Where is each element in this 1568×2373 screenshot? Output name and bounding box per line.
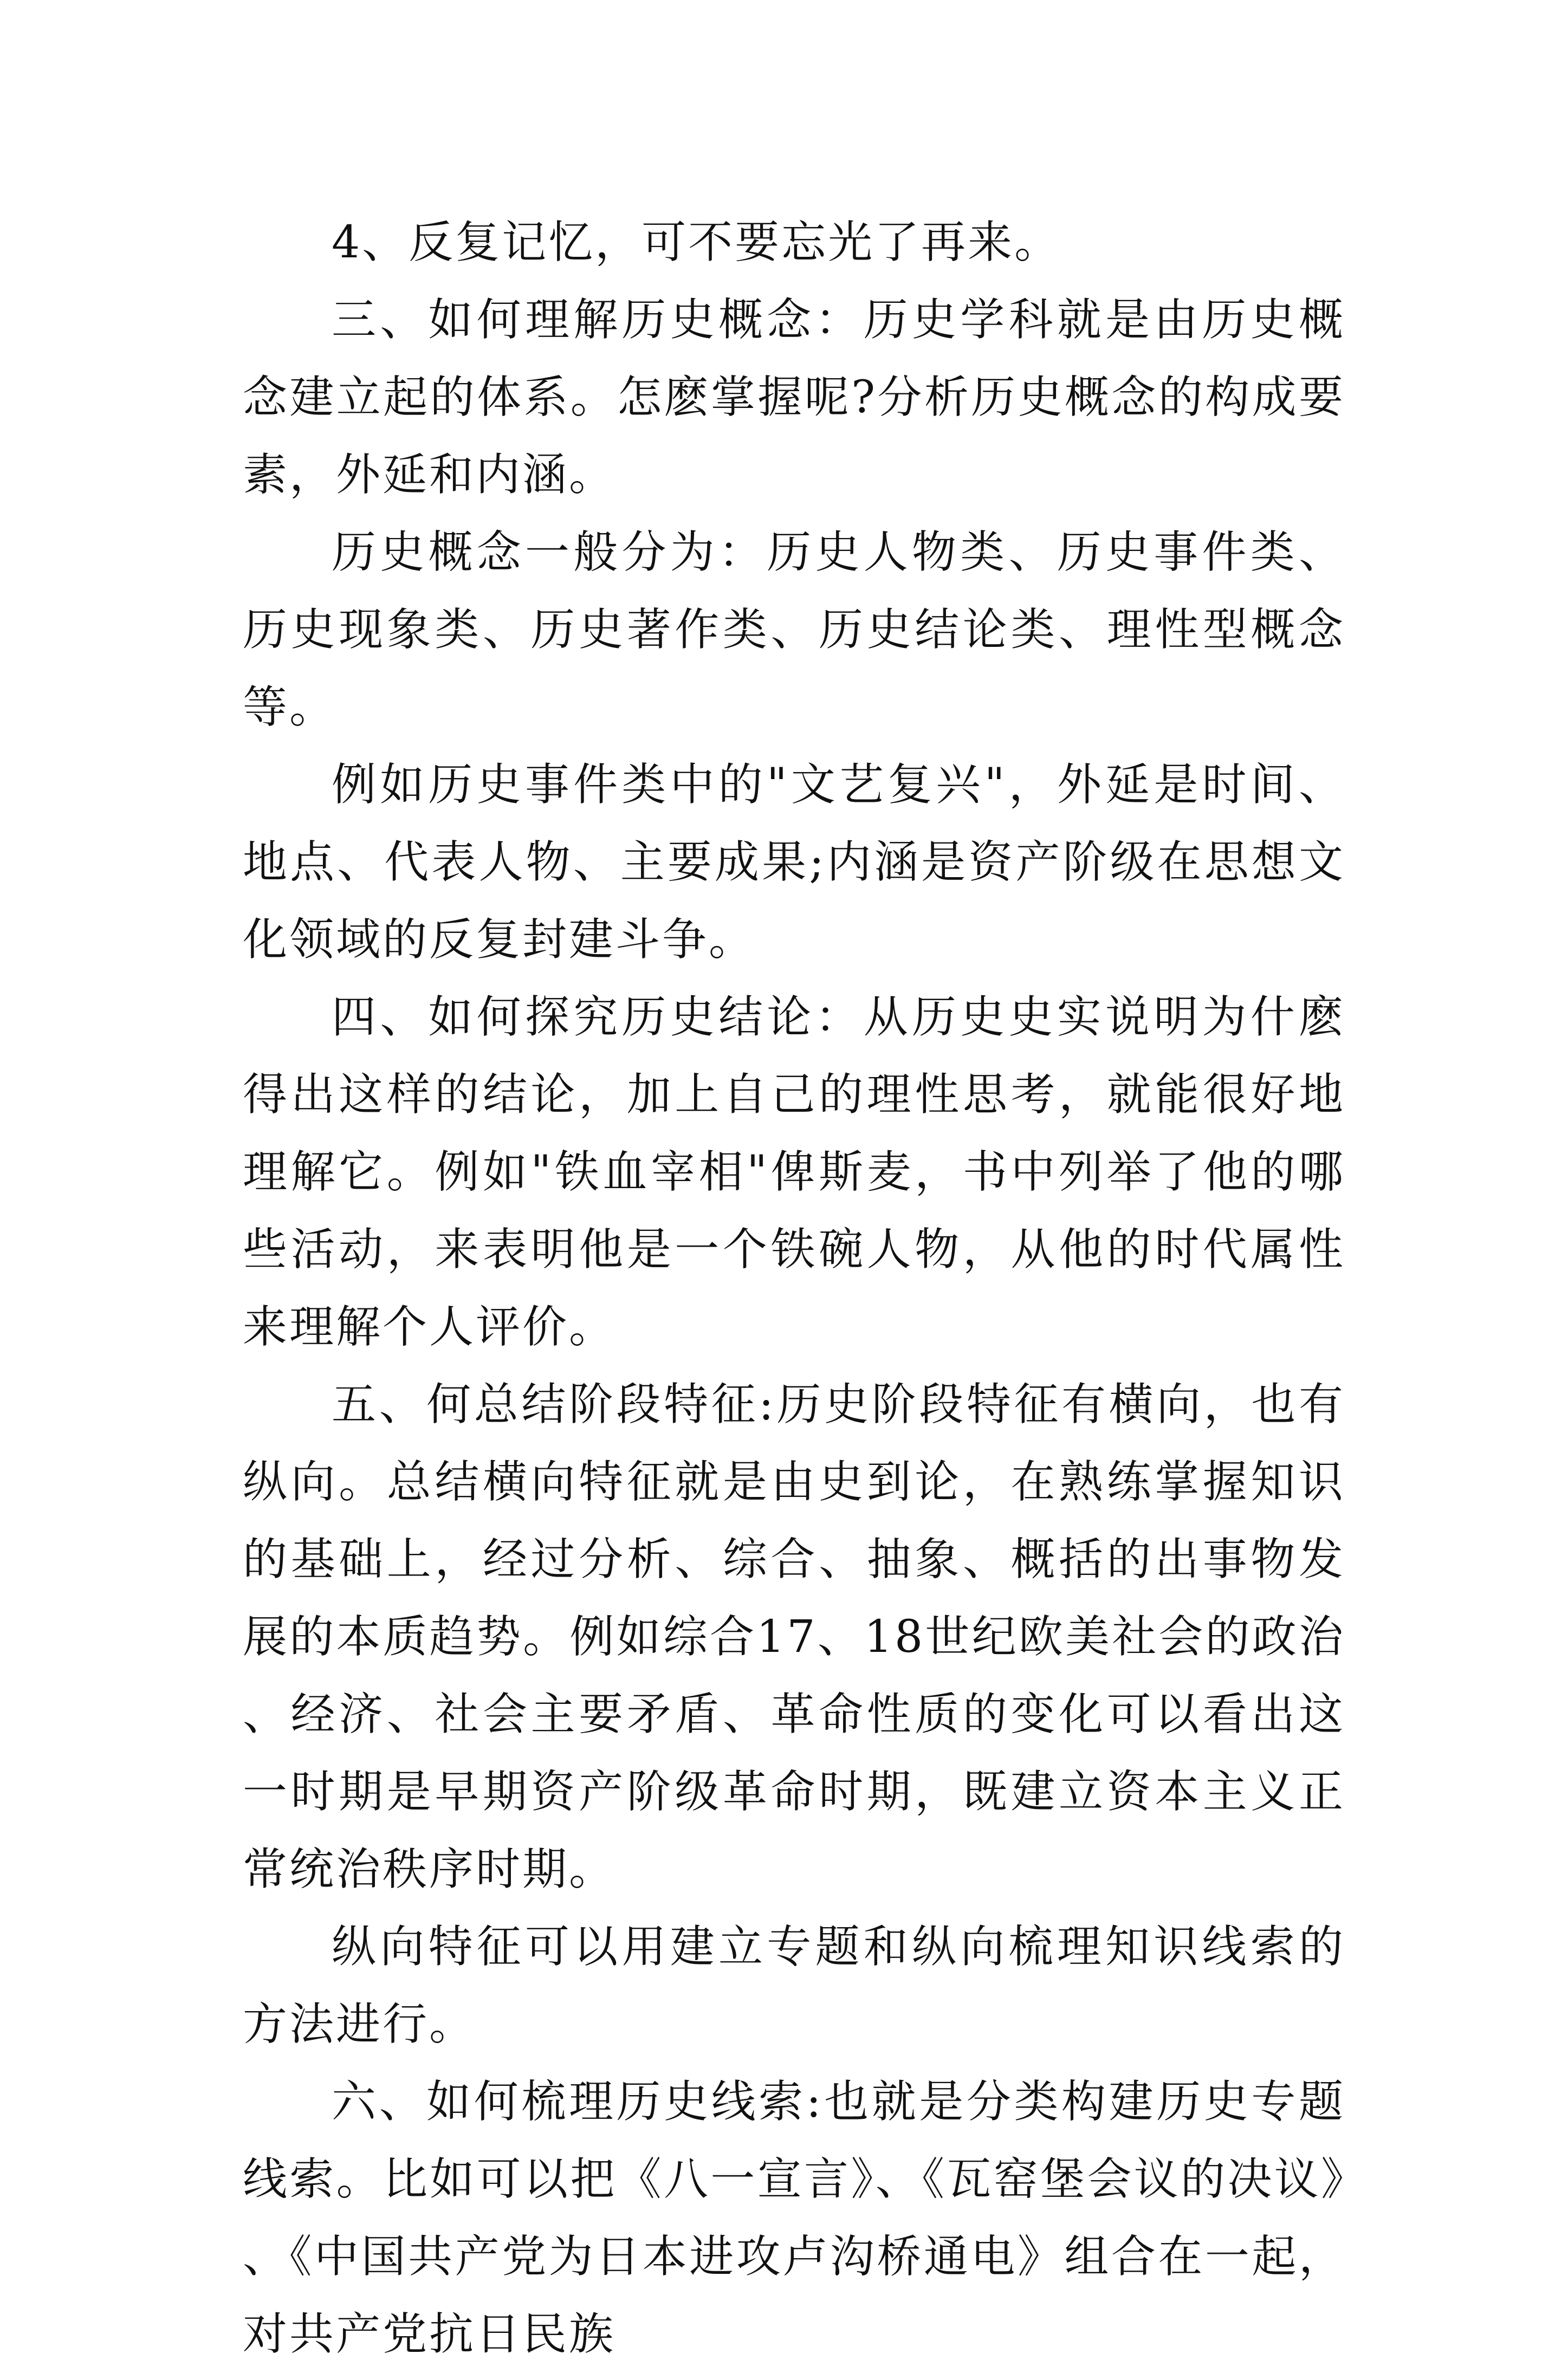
paragraph-renaissance-example: 例如历史事件类中的"文艺复兴"，外延是时间、地点、代表人物、主要成果;内涵是资产阶级在思想文化领域的反复封建斗争。 (243, 759, 1345, 965)
paragraph-section-three: 三、如何理解历史概念：历史学科就是由历史概念建立起的体系。怎麽掌握呢?分析历史概念的构成要素，外延和内涵。 (243, 294, 1345, 501)
paragraph-section-six: 六、如何梳理历史线索:也就是分类构建历史专题线索。比如可以把《八一宣言》、《瓦窑堡会议的决议》、《中国共产党为日本进攻卢沟桥通电》组合在一起，对共产党抗日民族 (243, 2076, 1345, 2360)
paragraph-concept-types: 历史概念一般分为：历史人物类、历史事件类、历史现象类、历史著作类、历史结论类、理性型概念等。 (243, 527, 1345, 733)
paragraph-section-five: 五、何总结阶段特征:历史阶段特征有横向，也有纵向。总结横向特征就是由史到论，在熟练掌握知识的基础上，经过分析、综合、抽象、概括的出事物发展的本质趋势。例如综合17、18世纪欧美社会的政治、经济、社会主要矛盾、革命性质的变化可以看出这一时期是早期资产阶级革命时期，既建立资本主义正常统治秩序时期。 (243, 1379, 1345, 1895)
paragraph-vertical-features: 纵向特征可以用建立专题和纵向梳理知识线索的方法进行。 (243, 1921, 1345, 2050)
document-body (243, 204, 1345, 2373)
paragraph-memory-tip: 4、反复记忆，可不要忘光了再来。 (332, 217, 1061, 268)
paragraph-section-four: 四、如何探究历史结论：从历史史实说明为什麽得出这样的结论，加上自己的理性思考，就能很好地理解它。例如"铁血宰相"俾斯麦，书中列举了他的哪些活动，来表明他是一个铁碗人物，从他的时代属性来理解个人评价。 (243, 991, 1345, 1353)
